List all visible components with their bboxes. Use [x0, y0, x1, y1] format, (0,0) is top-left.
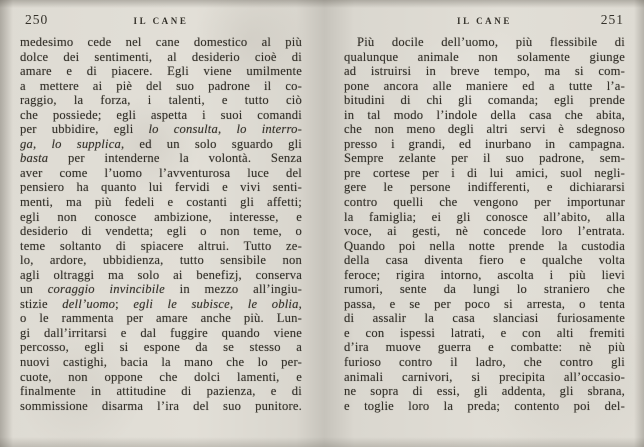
- text-line: passa, e se per poco si arresta, o tenta: [344, 296, 625, 311]
- left-page-number: 250: [25, 12, 49, 27]
- right-page-text: [344, 35, 625, 413]
- right-page: [344, 12, 625, 413]
- left-page-header: [20, 12, 302, 35]
- text-line: cuote, non oppone che dolci lamenti, e: [20, 369, 302, 384]
- right-page-number: 251: [600, 12, 624, 27]
- text-line: medesimo cede nel cane domestico al più: [20, 35, 302, 49]
- text-line: un coraggio invincibile in mezzo all’ingiu-: [20, 282, 302, 297]
- text-line: basta per intenderne la volontà. Senza: [20, 151, 302, 166]
- text-line: che non meno degli altri servi è sdegnoso: [344, 122, 625, 137]
- text-line: feroce; rigira intorno, ascolta i più lievi: [344, 267, 625, 282]
- text-line: Sempre zelante per il suo padrone, sem-: [344, 151, 625, 166]
- text-line: qualunque animale non solamente giunge: [344, 49, 625, 64]
- text-line: teme soltanto di spiacere altrui. Tutto ze-: [20, 238, 302, 253]
- text-line: gere le persone indifferenti, e dichiararsi: [344, 180, 625, 195]
- left-page-text: [20, 35, 302, 413]
- text-line: sommissione disarma l’ira del suo punitore.: [20, 398, 302, 413]
- text-line: la famiglia; ei gli conosce all’abito, alla: [344, 209, 625, 224]
- text-line: gi dall’irritarsi e dal fuggire quando viene: [20, 325, 302, 340]
- text-line: egli non conosce ambizione, interesse, e: [20, 209, 302, 224]
- text-line: lo, ardore, ubbidienza, tutto sensibile non: [20, 253, 302, 268]
- text-line: nuovi castighi, bacia la mano che lo per-: [20, 355, 302, 370]
- text-line: e con ispessi latrati, e con alti fremiti: [344, 325, 625, 340]
- text-line: raggio, la forza, i talenti, e tutto ciò: [20, 93, 302, 108]
- text-line: aver come l’uomo l’avventurosa luce del: [20, 165, 302, 180]
- text-line: d’ira muove guerra e combatte: nè più: [344, 340, 625, 355]
- text-line: rumori, sente da lungi lo straniero che: [344, 282, 625, 297]
- text-line: furioso contro il ladro, che contro gli: [344, 355, 625, 370]
- right-running-header: IL CANE: [457, 16, 512, 26]
- text-line: per ubbidire, egli lo consulta, lo interro-: [20, 122, 302, 137]
- text-line: Più docile dell’uomo, più flessibile di: [357, 35, 625, 49]
- text-line: a mettere ai piè del suo padrone il co-: [20, 78, 302, 93]
- text-line: pensiero ha quanto lui fervidi e vivi senti-: [20, 180, 302, 195]
- text-line: bitudini di chi gli comanda; egli prende: [344, 93, 625, 108]
- text-line: ne sopra di essi, gli addenta, gli sbrana,: [344, 384, 625, 399]
- left-page: [20, 12, 302, 413]
- right-page-header: [344, 12, 625, 35]
- text-line: ga, lo supplica, ed un solo sguardo gli: [20, 136, 302, 151]
- text-line: agli oltraggi ma solo ai benefizj, conserva: [20, 267, 302, 282]
- text-line: amare e di piacere. Egli viene umilmente: [20, 64, 302, 79]
- text-line: contro quelli che vengono per importunar: [344, 195, 625, 210]
- text-line: menti, ma più fedeli e costanti gli affetti;: [20, 195, 302, 210]
- text-line: pre cortese per i di lui amici, suol negli-: [344, 165, 625, 180]
- text-line: percosso, egli si espone da se stesso a: [20, 340, 302, 355]
- text-line: dolce dei sentimenti, al desiderio cioè di: [20, 49, 302, 64]
- text-line: che possiede; egli aspetta i suoi comandi: [20, 107, 302, 122]
- text-line: pone ancora alle maniere ed a tutte l’a-: [344, 78, 625, 93]
- text-line: desiderio di vendetta; egli o non teme, o: [20, 224, 302, 239]
- text-line: Quando poi nella notte prende la custodia: [344, 238, 625, 253]
- text-line: presso i grandi, ed inurbano in campagna.: [344, 136, 625, 151]
- text-line: finalmente in attitudine di pazienza, e di: [20, 384, 302, 399]
- text-line: in tal modo l’indole della casa che abita,: [344, 107, 625, 122]
- text-line: animali carnivori, si precipita all’occasio-: [344, 369, 625, 384]
- left-running-header: IL CANE: [133, 16, 189, 26]
- text-line: della casa diventa fiero e qualche volta: [344, 253, 625, 268]
- text-line: e toglie loro la preda; contento poi del-: [344, 398, 625, 413]
- text-line: ad istruirsi in breve tempo, ma si com-: [344, 64, 625, 79]
- text-line: stizie dell’uomo; egli le subisce, le oblia,: [20, 296, 302, 311]
- text-line: voce, ai gesti, nè concede loro l’entrata.: [344, 224, 625, 239]
- text-line: o le rammenta per amare anche più. Lun-: [20, 311, 302, 326]
- text-line: di assalir la casa slanciasi furiosamente: [344, 311, 625, 326]
